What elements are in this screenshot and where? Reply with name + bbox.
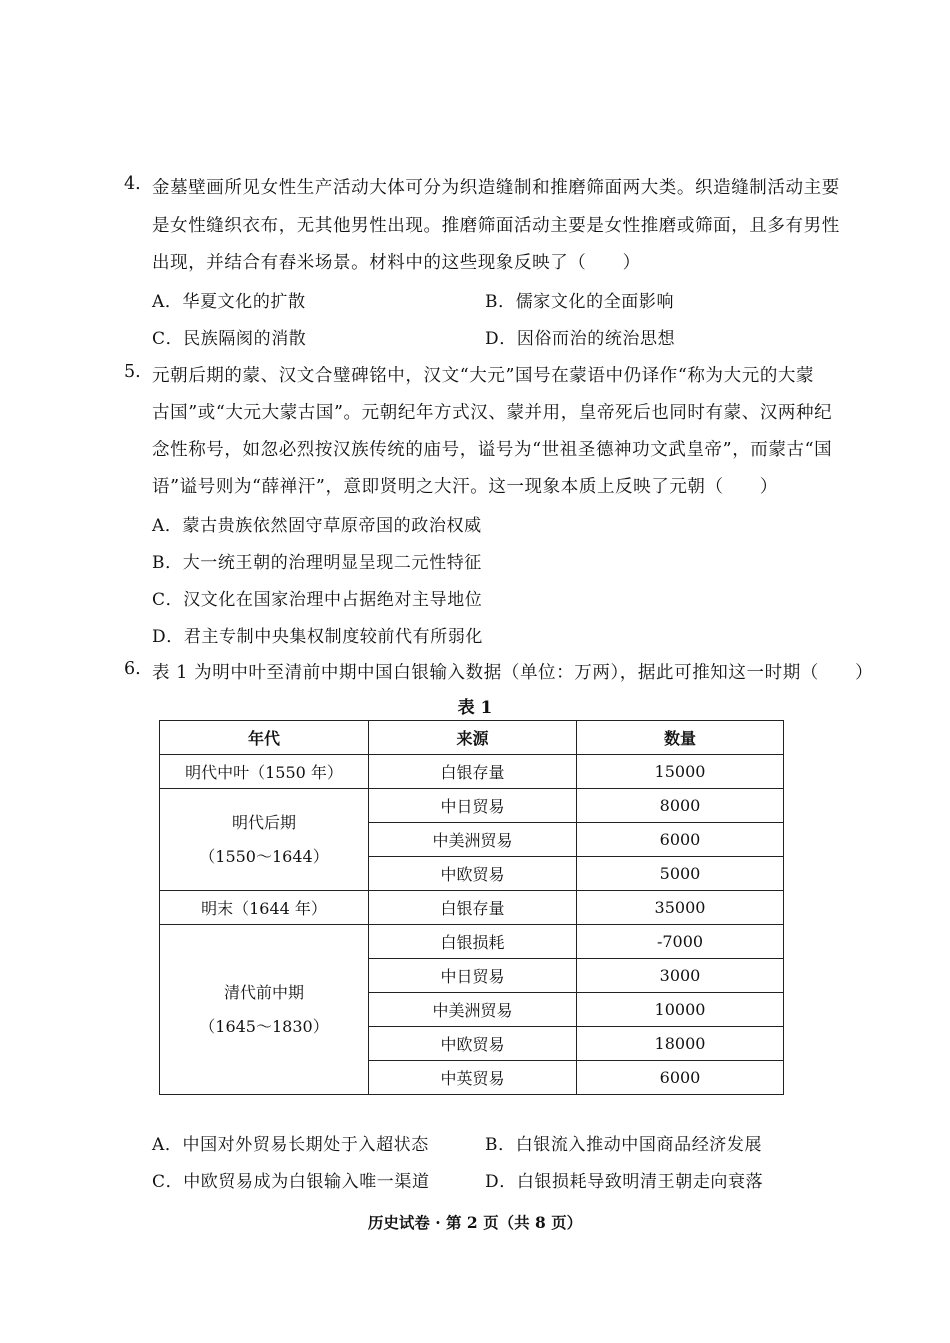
page-footer: 历史试卷 · 第 2 页（共 8 页） bbox=[367, 1213, 583, 1232]
q5-option-d: D．君主专制中央集权制度较前代有所弱化 bbox=[152, 627, 484, 647]
header-era: 年代 bbox=[160, 721, 369, 755]
source-cell: 中欧贸易 bbox=[369, 857, 577, 891]
amount-cell: 6000 bbox=[577, 1061, 784, 1095]
amount-cell: 15000 bbox=[577, 755, 784, 789]
q6-number: 6. bbox=[124, 659, 141, 679]
header-source: 来源 bbox=[369, 721, 577, 755]
source-cell: 中日贸易 bbox=[369, 959, 577, 993]
q6-option-b: B．白银流入推动中国商品经济发展 bbox=[485, 1135, 763, 1155]
era-cell: 明末（1644 年） bbox=[160, 891, 369, 925]
q4-stem-line-2: 是女性缝织衣布，无其他男性出现。推磨筛面活动主要是女性推磨或筛面，且多有男性 bbox=[152, 216, 840, 236]
era-name: 清代前中期 bbox=[223, 982, 304, 1002]
amount-cell: -7000 bbox=[577, 925, 784, 959]
era-cell bbox=[160, 789, 369, 891]
q6-stem: 表 1 为明中叶至清前中期中国白银输入数据（单位：万两），据此可推知这一时期（ ） bbox=[152, 663, 874, 683]
table-row bbox=[160, 925, 784, 959]
q4-number: 4. bbox=[124, 174, 141, 194]
amount-cell: 6000 bbox=[577, 823, 784, 857]
q6-option-c: C．中欧贸易成为白银输入唯一渠道 bbox=[152, 1172, 430, 1192]
table-row bbox=[160, 755, 784, 789]
amount-cell: 35000 bbox=[577, 891, 784, 925]
amount-cell: 3000 bbox=[577, 959, 784, 993]
q5-stem-line-4: 语”谥号则为“薛禅汗”，意即贤明之大汗。这一现象本质上反映了元朝（ ） bbox=[152, 477, 778, 497]
q4-option-a: A．华夏文化的扩散 bbox=[152, 292, 306, 312]
table-row bbox=[160, 891, 784, 925]
amount-cell: 5000 bbox=[577, 857, 784, 891]
era-cell: 明代中叶（1550 年） bbox=[160, 755, 369, 789]
q5-number: 5. bbox=[124, 362, 141, 382]
source-cell: 中日贸易 bbox=[369, 789, 577, 823]
source-cell: 白银损耗 bbox=[369, 925, 577, 959]
source-cell: 中美洲贸易 bbox=[369, 823, 577, 857]
table-row bbox=[160, 789, 784, 823]
table-header-row bbox=[160, 721, 784, 755]
amount-cell: 8000 bbox=[577, 789, 784, 823]
q5-stem-line-2: 古国”或“大元大蒙古国”。元朝纪年方式汉、蒙并用，皇帝死后也同时有蒙、汉两种纪 bbox=[152, 403, 833, 423]
amount-cell: 18000 bbox=[577, 1027, 784, 1061]
source-cell: 白银存量 bbox=[369, 891, 577, 925]
source-cell: 中美洲贸易 bbox=[369, 993, 577, 1027]
era-name: 明代后期 bbox=[231, 812, 296, 832]
header-amount: 数量 bbox=[577, 721, 784, 755]
source-cell: 中欧贸易 bbox=[369, 1027, 577, 1061]
era-range: （1550～1644） bbox=[199, 846, 329, 866]
source-cell: 中英贸易 bbox=[369, 1061, 577, 1095]
q4-option-b: B．儒家文化的全面影响 bbox=[485, 292, 675, 312]
q4-option-d: D．因俗而治的统治思想 bbox=[485, 329, 676, 349]
q4-option-c: C．民族隔阂的消散 bbox=[152, 329, 307, 349]
source-cell: 白银存量 bbox=[369, 755, 577, 789]
q4-stem-line-1: 金墓壁画所见女性生产活动大体可分为织造缝制和推磨筛面两大类。织造缝制活动主要 bbox=[152, 178, 840, 198]
era-cell bbox=[160, 925, 369, 1095]
table-caption: 表 1 bbox=[457, 698, 493, 718]
era-range: （1645～1830） bbox=[199, 1016, 329, 1036]
q5-option-b: B．大一统王朝的治理明显呈现二元性特征 bbox=[152, 553, 482, 573]
amount-cell: 10000 bbox=[577, 993, 784, 1027]
q6-option-a: A．中国对外贸易长期处于入超状态 bbox=[152, 1135, 429, 1155]
q5-stem-line-1: 元朝后期的蒙、汉文合璧碑铭中，汉文“大元”国号在蒙语中仍译作“称为大元的大蒙 bbox=[152, 366, 815, 386]
q5-option-c: C．汉文化在国家治理中占据绝对主导地位 bbox=[152, 590, 483, 610]
q6-option-d: D．白银损耗导致明清王朝走向衰落 bbox=[485, 1172, 764, 1192]
q5-option-a: A．蒙古贵族依然固守草原帝国的政治权威 bbox=[152, 516, 482, 536]
silver-import-table bbox=[159, 720, 784, 1095]
q5-stem-line-3: 念性称号，如忽必烈按汉族传统的庙号，谥号为“世祖圣德神功文武皇帝”，而蒙古“国 bbox=[152, 440, 833, 460]
q4-stem-line-3: 出现，并结合有舂米场景。材料中的这些现象反映了（ ） bbox=[152, 253, 641, 273]
